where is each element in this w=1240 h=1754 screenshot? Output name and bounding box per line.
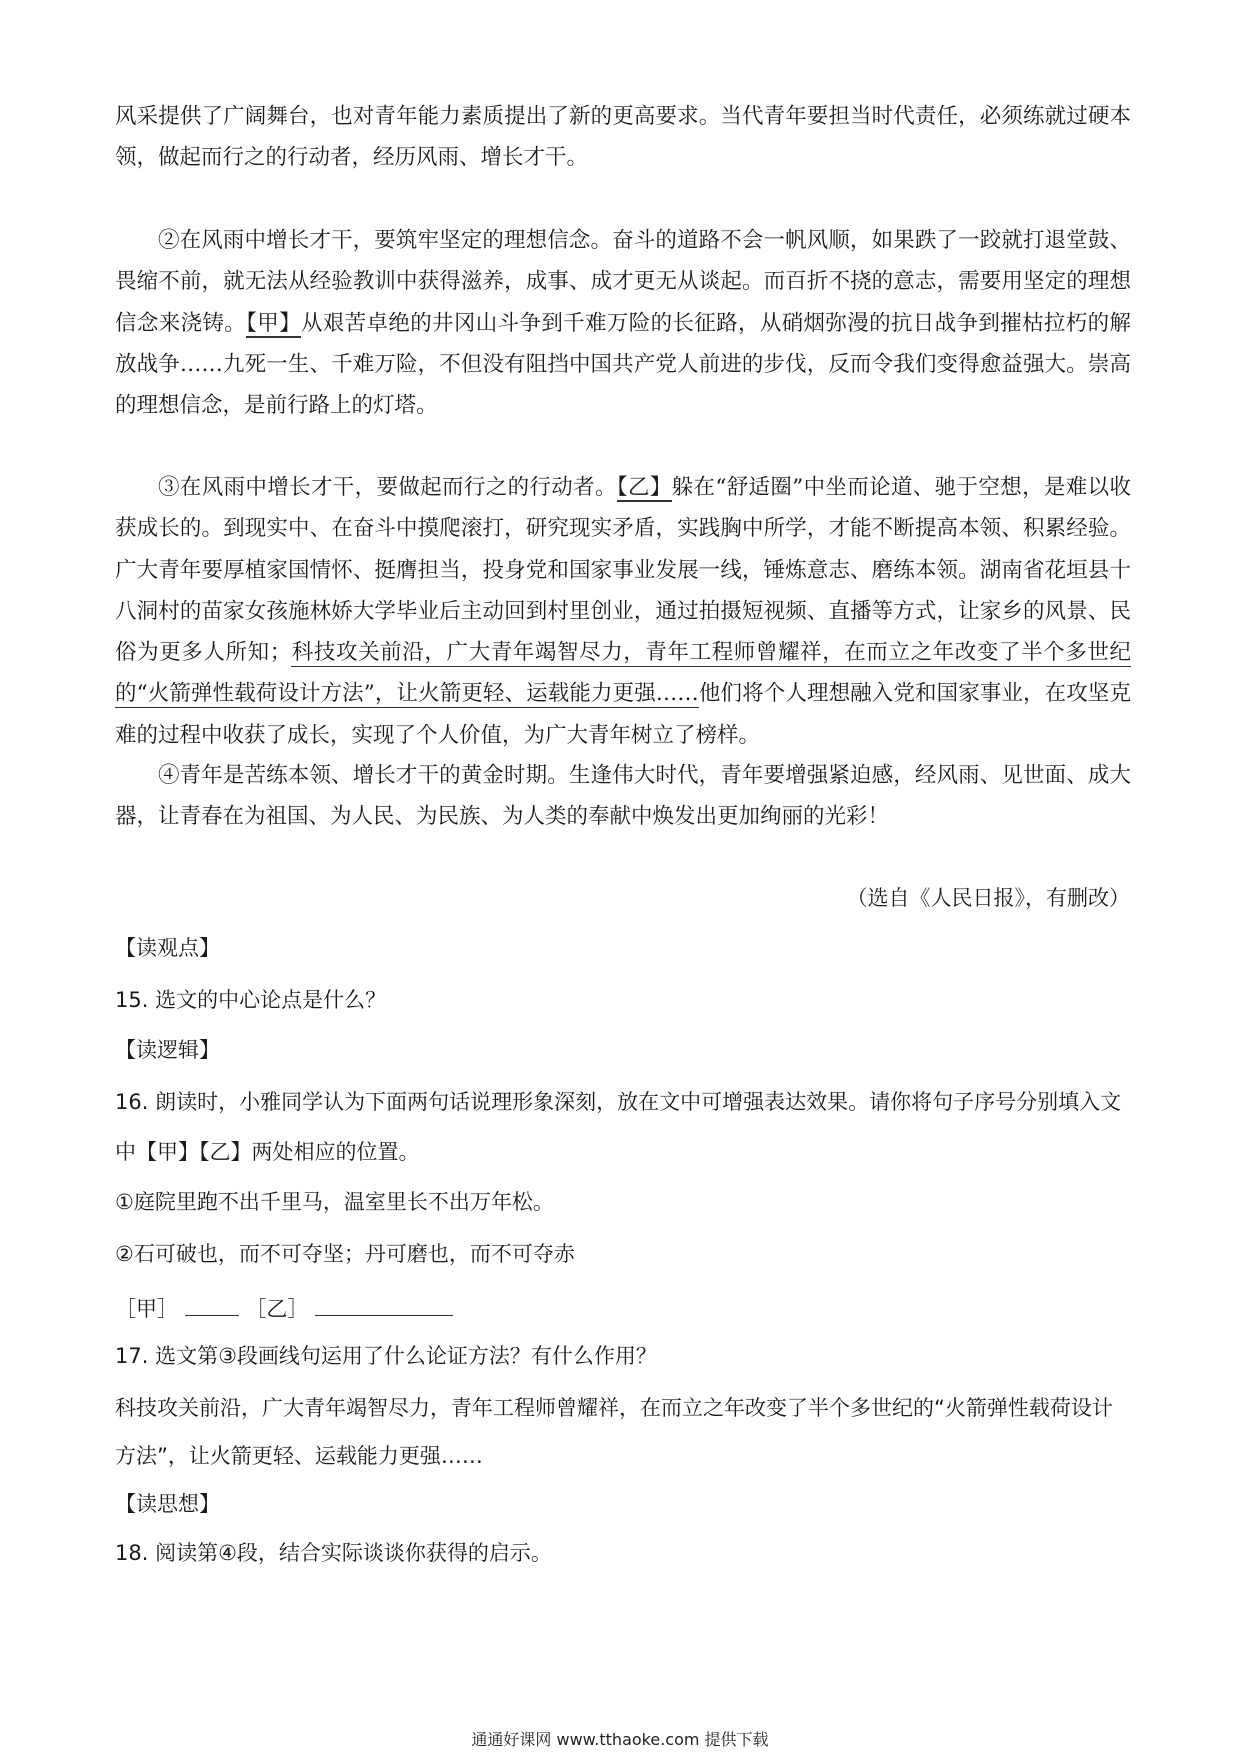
answer-blank-jia[interactable]	[185, 1293, 239, 1316]
question-18: 18. 阅读第④段，结合实际谈谈你获得的启示。	[115, 1541, 552, 1565]
question-16-option-2: ②石可破也，而不可夺坚；丹可磨也，而不可夺赤	[115, 1242, 575, 1266]
paragraph-intro-text: 风采提供了广阔舞台，也对青年能力素质提出了新的更高要求。当代青年要担当时代责任，必须练就过硬本领，做起而行之的行动者，经历风雨、增长才干。	[115, 104, 1131, 171]
question-17-quote: 科技攻关前沿，广大青年竭智尽力，青年工程师曾耀祥，在而立之年改变了半个多世纪的“火箭弹性载荷设计方法”，让火箭更轻、运载能力更强……	[115, 1396, 1113, 1468]
underlined-sentence: 科技攻关前沿，广大青年竭智尽力，青年工程师曾耀祥，在而立之年改变了半个多世纪的“火箭弹性载荷设计方法”，让火箭更轻、运载能力更强……	[115, 640, 1131, 707]
paragraph-4-text: ④青年是苦练本领、增长才干的黄金时期。生逢伟大时代，青年要增强紧迫感，经风雨、见世面、成大器，让青春在为祖国、为人民、为民族、为人类的奉献中焕发出更加绚丽的光彩！	[115, 763, 1131, 830]
paragraph-3	[115, 467, 1131, 756]
paragraph-intro	[115, 96, 1131, 179]
footer-watermark: 通通好课网 www.tthaoke.com 提供下载	[471, 1730, 769, 1749]
question-16-option-1: ①庭院里跑不出千里马，温室里长不出万年松。	[115, 1190, 554, 1214]
blank-label-jia: ［甲］	[115, 1297, 178, 1321]
question-16-prompt: 16. 朗读时，小雅同学认为下面两句话说理形象深刻，放在文中可增强表达效果。请你将句子序号分别填入文中【甲】【乙】两处相应的位置。	[115, 1090, 1122, 1164]
marker-jia: 【甲】	[246, 310, 301, 336]
marker-yi: 【乙】	[616, 475, 672, 500]
paragraph-4	[115, 755, 1131, 838]
paragraph-2-text-after: 从艰苦卓绝的井冈山斗争到千难万险的长征路，从硝烟弥漫的抗日战争到摧枯拉朽的解放战争……九死一生、千难万险，不但没有阻挡中国共产党人前进的步伐，反而令我们变得愈益强大。崇高的理想信念，是前行路上的灯塔。	[115, 310, 1131, 419]
section-heading-logic: 【读逻辑】	[115, 1038, 220, 1062]
question-15: 15. 选文的中心论点是什么？	[115, 988, 387, 1012]
answer-blank-yi[interactable]	[315, 1293, 453, 1316]
paragraph-3-text-middle: 躲在“舒适圈”中坐而论道、驰于空想，是难以收获成长的。到现实中、在奋斗中摸爬滚打，研究现实矛盾，实践胸中所学，才能不断提高本领、积累经验。广大青年要厚植家国情怀、挺膺担当，投身党和国家事业发展一线，锤炼意志、磨练本领。湖南省花垣县十八洞村的苗家女孩施林娇大学毕业后主动回到村里创业，通过拍摄短视频、直播等方式，让家乡的风景、民俗为更多人所知；	[115, 475, 1131, 666]
blank-label-yi: ［乙］	[245, 1297, 309, 1321]
paragraph-2-text-before: ②在风雨中增长才干，要筑牢坚定的理想信念。奋斗的道路不会一帆风顺，如果跌了一跤就打退堂鼓、畏缩不前，就无法从经验教训中获得滋养，成事、成才更无从谈起。而百折不挠的意志，需要用坚定的理想信念来浇铸。	[115, 228, 1131, 336]
paragraph-2	[115, 220, 1131, 426]
section-heading-thought: 【读思想】	[115, 1492, 220, 1516]
paragraph-3-text-before: ③在风雨中增长才干，要做起而行之的行动者。	[158, 475, 617, 500]
question-17-prompt: 17. 选文第③段画线句运用了什么论证方法？有什么作用？	[115, 1344, 657, 1368]
source-citation: （选自《人民日报》，有删改）	[846, 886, 1130, 910]
question-16-answer-blanks	[115, 1289, 1131, 1330]
paragraph-3-text-after: 他们将个人理想融入党和国家事业，在攻坚克难的过程中收获了成长，实现了个人价值，为广大青年树立了榜样。	[115, 681, 1131, 748]
section-heading-viewpoint: 【读观点】	[115, 936, 220, 960]
